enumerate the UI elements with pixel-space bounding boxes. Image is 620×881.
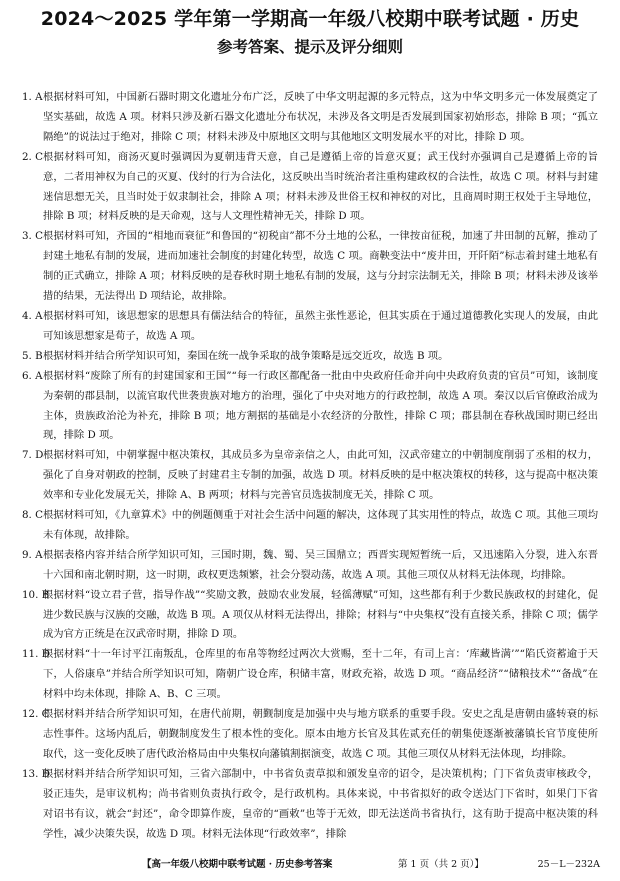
page-footer (0, 857, 620, 873)
answer-item-3 (22, 227, 598, 307)
answer-number: 11. D (22, 648, 50, 661)
answer-number: 13. D (22, 767, 50, 780)
answer-number: 4. A (22, 309, 43, 322)
answer-number: 12. C (22, 708, 50, 721)
answer-item-8 (22, 506, 598, 546)
footer-page-number: 第 1 页（共 2 页）】 (398, 859, 484, 870)
answer-explanation: 根据材料“设立君子营，指导作战”“奖励文教，鼓励农业发展，轻徭薄赋”可知，这些都有利于少数民族政权的封建化，促进少数民族与汉族的交融，故选 B 项。A 项仅从材料无法得出，排除；材料与“中央集权”没有直接关系，排除 C 项；儒学成为官方正统是在汉武帝时期，排除 D 项。 (43, 588, 598, 641)
answer-explanation: 根据材料“十一年讨平江南叛乱，仓库里的布帛等物经过两次大赏赐，至十二年，有司上言：‘库藏皆满’”“陷氏资蓄逾于天下，人俗康阜”并结合所学知识可知，隋朝广设仓库，积储丰富，财政充裕，故选 D 项。“商品经济”“储粮技术”“备战”在材料中均未体现，排除 A、B、C 三项。 (43, 648, 598, 701)
answer-explanation: 根据材料可知，《九章算术》中的例题侧重于对社会生活中问题的解决，这体现了其实用性的特点，故选 C 项。其他三项均未有体现，故排除。 (43, 509, 599, 541)
answer-explanation: 根据材料并结合所学知识可知，秦国在统一战争采取的战争策略是远交近攻，故选 B 项。 (43, 349, 449, 362)
answer-explanation: 根据材料可知，中国新石器时期文化遗址分布广泛，反映了中华文明起源的多元特点，这为中华文明多元一体发展奠定了坚实基础，故选 A 项。材料只涉及新石器文化遗址分布状况，未涉及各文明是否发展到国家初始形态，排除 B 项；“孤立隔绝”的说法过于绝对，排除 C 项；材料未涉及中原地区文明与其他地区文明发展水平的对比，排除 D 项。 (43, 91, 598, 143)
answer-explanation: 根据材料可知，齐国的“相地而衰征”和鲁国的“初税亩”都不分土地的公私，一律按亩征税，加速了井田制的瓦解，推动了封建土地私有制的发展，进而加速社会制度的封建化转型，故选 C 项。商鞅变法中“废井田，开阡陌”标志着封建土地私有制的正式确立，排除 A 项；材料反映的是春秋时期土地私有制的发展，这与分封宗法制无关，排除 B 项；材料未涉及该举措的结果，无法得出 D 项结论，故排除。 (43, 230, 598, 303)
answer-item-13 (22, 765, 598, 845)
answer-explanation: 根据材料可知，该思想家的思想具有儒法结合的特征，虽然主张性恶论，但其实质在于通过道德教化实现人的发展，由此可知该思想家是荀子，故选 A 项。 (43, 309, 598, 342)
answer-number: 1. A (22, 91, 43, 103)
answer-item-11 (22, 645, 598, 705)
answer-item-2 (22, 148, 598, 228)
answer-item-4 (22, 307, 598, 347)
answer-number: 8. C (22, 509, 43, 522)
answer-number: 3. C (22, 230, 43, 243)
footer-exam-title: 【高一年级八校期中联考试题 · 历史参考答案 (142, 859, 333, 870)
answer-item-9 (22, 546, 598, 586)
answer-explanation: 根据表格内容并结合所学知识可知，三国时期，魏、蜀、吴三国鼎立；西晋实现短暂统一后，又迅速陷入分裂，进入东晋十六国和南北朝时期，这一时期，政权更迭频繁，社会分裂动荡，故选 A 项。其他三项仅从材料无法体现，均排除。 (43, 548, 598, 581)
answer-explanation: 根据材料并结合所学知识可知，三省六部制中，中书省负责草拟和颁发皇帝的诏令，是决策机构；门下省负责审核政令，驳正违失，是审议机构；尚书省则负责执行政令，是行政机构。具体来说，中书省拟好的政令送达门下省时，如果门下省对诏书有议，就会“封还”，命令即算作废，皇帝的“画敕”也等于无效，即无法送尚书省执行，这有助于提高中枢决策的科学性，减少决策失误，故选 D 项。材料无法体现“行政效率”，排除 (43, 767, 598, 840)
page-subtitle: 参考答案、提示及评分细则 (216, 38, 403, 56)
answer-item-10 (22, 586, 598, 646)
answer-number: 5. B (22, 349, 43, 362)
answer-number: 6. A (22, 369, 43, 382)
answer-item-5 (22, 347, 598, 367)
answer-item-12 (22, 705, 598, 765)
answer-number: 10. B (22, 588, 50, 601)
footer-paper-code: 25－L－232A (537, 859, 600, 870)
answer-explanation: 根据材料“废除了所有的封建国家和王国”“每一行政区都配备一批由中央政府任命并向中央政府负责的官员”可知，该制度为秦朝的郡县制，以流官取代世袭贵族对地方的治理，强化了中央对地方的行政控制，故选 A 项。秦汉以后官僚政治成为主体，贵族政治沦为补充，排除 B 项；地方割据的基础是小农经济的分散性，排除 C 项；郡县制在春秋战国时期已经出现，排除 D 项。 (43, 369, 598, 442)
answer-explanation: 根据材料并结合所学知识可知，在唐代前期，朝觐制度是加强中央与地方联系的重要手段。安史之乱是唐朝由盛转衰的标志性事件。这场内乱后，朝觐制度发生了根本性的变化。原本由地方长官及其佐贰充任的朝集使逐渐被藩镇长官节度使所取代，这一变化反映了唐代政治格局由中央集权向藩镇割据演变，故选 C 项。其他三项仅从材料无法体现，均排除。 (43, 708, 598, 760)
answer-item-1 (22, 88, 598, 148)
answer-number: 2. C (22, 150, 43, 163)
answer-list (22, 88, 598, 844)
answer-explanation: 根据材料可知，中朝掌握中枢决策权，其成员多为皇帝亲信之人，由此可知，汉武帝建立的中朝制度削弱了丞相的权力，强化了自身对朝政的控制，反映了封建君主专制的加强，故选 D 项。材料反映的是中枢决策权的转移，这与提高中枢决策效率和专业化发展无关，排除 A、B 两项；材料与完善官员选拔制度无关，排除 C 项。 (43, 449, 598, 502)
answer-number: 7. D (22, 449, 44, 462)
answer-number: 9. A (22, 548, 43, 561)
answer-item-6 (22, 367, 598, 447)
answer-item-7 (22, 446, 598, 506)
answer-explanation: 根据材料可知，商汤灭夏时强调因为夏朝违背天意，自己是遵循上帝的旨意灭夏；武王伐纣亦强调自己是遵循上帝的旨意，二者用神权为自己的灭夏、伐纣的行为合法化，这反映出当时统治者注重构建政权的合法性，故选 C 项。材料与封建迷信思想无关，且当时处于奴隶制社会，排除 A 项；材料未涉及世俗王权和神权的对比，且商周时期王权处于主导地位，排除 B 项；材料反映的是天命观，这与人文理性精神无关，排除 D 项。 (43, 150, 598, 223)
page-title: 2024～2025 学年第一学期高一年级八校期中联考试题 · 历史 (40, 8, 580, 30)
